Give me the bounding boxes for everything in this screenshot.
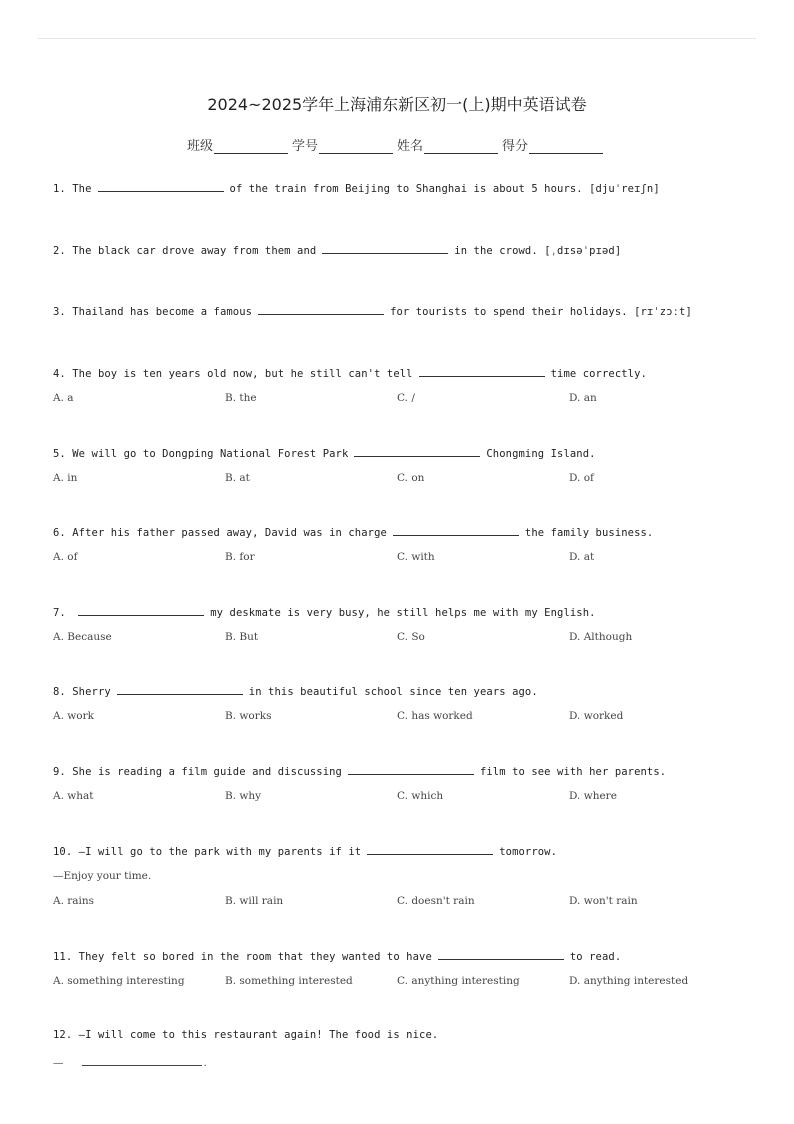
- page-title: 2024~2025学年上海浦东新区初一(上)期中英语试卷: [207, 95, 587, 114]
- answer-blank[interactable]: [438, 949, 564, 960]
- question-text: to read.: [569, 951, 622, 963]
- option-b[interactable]: B. works: [225, 710, 272, 722]
- number-blank[interactable]: [319, 139, 393, 154]
- option-a[interactable]: A. Because: [53, 631, 112, 643]
- option-c[interactable]: C. doesn't rain: [397, 895, 475, 907]
- question-text: 2. The black car drove away from them and: [53, 245, 317, 257]
- question-text: 12. —I will come to this restaurant again! The food is nice.: [53, 1029, 439, 1041]
- option-c[interactable]: C. /: [397, 392, 415, 404]
- answer-blank[interactable]: [82, 1055, 202, 1066]
- score-blank[interactable]: [529, 139, 603, 154]
- question-10: [53, 844, 557, 858]
- option-d[interactable]: D. anything interested: [569, 975, 689, 987]
- question-1: [53, 181, 660, 195]
- option-d[interactable]: D. where: [569, 790, 617, 802]
- option-d[interactable]: D. of: [569, 472, 594, 484]
- option-b[interactable]: B. But: [225, 631, 259, 643]
- question-text: my deskmate is very busy, he still helps me with my English.: [210, 607, 596, 619]
- score-label: 得分: [502, 139, 529, 154]
- answer-blank[interactable]: [98, 181, 224, 192]
- option-a[interactable]: A. a: [53, 392, 74, 404]
- option-d[interactable]: D. won't rain: [569, 895, 638, 907]
- question-text: 5. We will go to Dongping National Forest Park: [53, 448, 349, 460]
- answer-blank[interactable]: [354, 446, 480, 457]
- option-c[interactable]: C. has worked: [397, 710, 473, 722]
- student-info: [0, 135, 794, 154]
- answer-blank[interactable]: [258, 304, 384, 315]
- question-text: 6. After his father passed away, David was in charge: [53, 527, 387, 539]
- answer-blank[interactable]: [322, 243, 448, 254]
- question-text: in the crowd. [ˌdɪsəˈpɪəd]: [454, 245, 622, 257]
- option-b[interactable]: B. at: [225, 472, 250, 484]
- option-b[interactable]: B. why: [225, 790, 262, 802]
- question-text: 7.: [53, 607, 73, 619]
- top-rule: [38, 38, 756, 39]
- answer-blank[interactable]: [367, 844, 493, 855]
- option-a[interactable]: A. what: [53, 790, 94, 802]
- option-a[interactable]: A. in: [53, 472, 78, 484]
- question-3: [53, 304, 692, 318]
- question-text: 1. The: [53, 183, 92, 195]
- period: .: [203, 1057, 207, 1069]
- option-c[interactable]: C. which: [397, 790, 444, 802]
- option-b[interactable]: B. for: [225, 551, 255, 563]
- option-d[interactable]: D. Although: [569, 631, 633, 643]
- question-5: [53, 446, 596, 460]
- question-9: [53, 764, 666, 778]
- class-blank[interactable]: [214, 139, 288, 154]
- option-c[interactable]: C. anything interesting: [397, 975, 520, 987]
- question-text: of the train from Beijing to Shanghai is about 5 hours. [djuˈreɪʃn]: [229, 183, 660, 195]
- dash: —: [53, 1057, 64, 1069]
- question-text: 10. —I will go to the park with my parents if it: [53, 846, 362, 858]
- dialogue-reply: —Enjoy your time.: [53, 870, 152, 882]
- name-label: 姓名: [397, 139, 424, 154]
- answer-blank[interactable]: [348, 764, 474, 775]
- question-text: 11. They felt so bored in the room that they wanted to have: [53, 951, 432, 963]
- option-a[interactable]: A. work: [53, 710, 94, 722]
- option-a[interactable]: A. of: [53, 551, 78, 563]
- option-d[interactable]: D. worked: [569, 710, 624, 722]
- question-text: Chongming Island.: [486, 448, 596, 460]
- question-11: [53, 949, 621, 963]
- option-c[interactable]: C. on: [397, 472, 425, 484]
- question-text: the family business.: [524, 527, 654, 539]
- option-c[interactable]: C. So: [397, 631, 425, 643]
- number-label: 学号: [291, 139, 318, 154]
- name-blank[interactable]: [424, 139, 498, 154]
- question-6: [53, 525, 653, 539]
- question-2: [53, 243, 621, 257]
- answer-blank[interactable]: [117, 684, 243, 695]
- class-label: 班级: [186, 139, 213, 154]
- answer-blank[interactable]: [419, 366, 545, 377]
- question-text: 4. The boy is ten years old now, but he still can't tell: [53, 368, 413, 380]
- answer-blank[interactable]: [393, 525, 519, 536]
- question-text: 9. She is reading a film guide and discussing: [53, 766, 342, 778]
- question-text: 3. Thailand has become a famous: [53, 306, 253, 318]
- question-12: [53, 1029, 438, 1041]
- question-text: 8. Sherry: [53, 686, 111, 698]
- option-b[interactable]: B. the: [225, 392, 257, 404]
- question-text: film to see with her parents.: [479, 766, 667, 778]
- option-d[interactable]: D. an: [569, 392, 597, 404]
- question-7: [53, 605, 596, 619]
- option-a[interactable]: A. something interesting: [53, 975, 185, 987]
- question-text: in this beautiful school since ten years ago.: [248, 686, 538, 698]
- answer-line-12: [53, 1055, 207, 1069]
- question-text: time correctly.: [550, 368, 647, 380]
- option-a[interactable]: A. rains: [53, 895, 95, 907]
- option-b[interactable]: B. will rain: [225, 895, 284, 907]
- answer-blank[interactable]: [78, 605, 204, 616]
- question-text: for tourists to spend their holidays. [rɪˈzɔːt]: [390, 306, 692, 318]
- option-b[interactable]: B. something interested: [225, 975, 353, 987]
- question-4: [53, 366, 647, 380]
- option-d[interactable]: D. at: [569, 551, 595, 563]
- question-8: [53, 684, 538, 698]
- question-text: tomorrow.: [499, 846, 558, 858]
- option-c[interactable]: C. with: [397, 551, 435, 563]
